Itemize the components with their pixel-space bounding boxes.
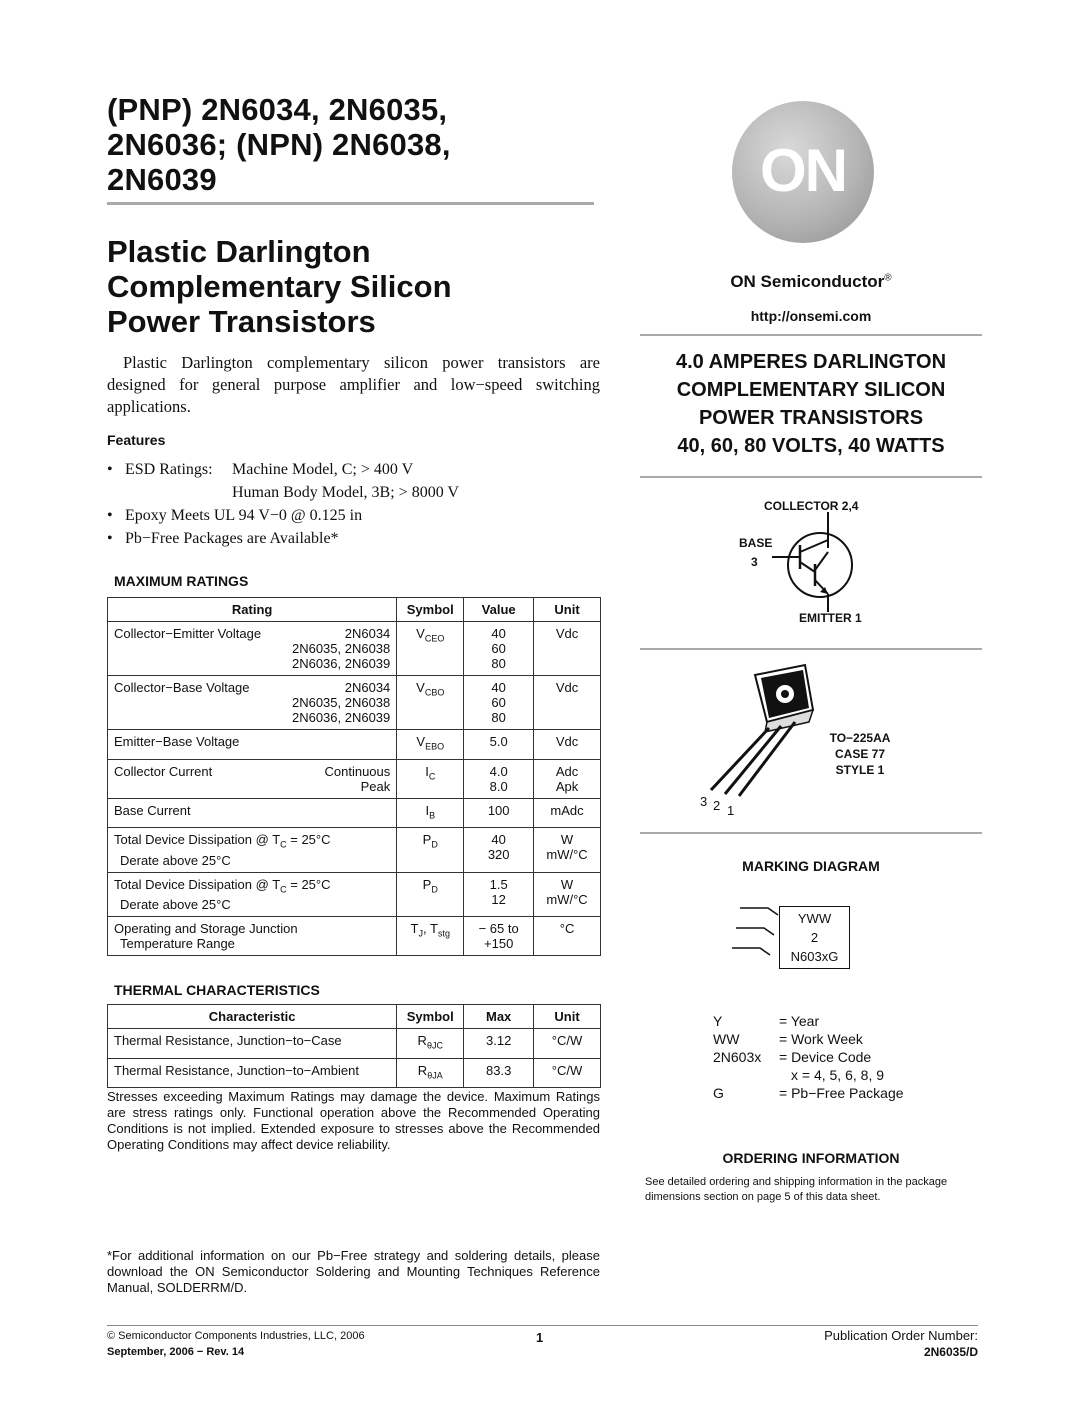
pb-free-footnote: *For additional information on our Pb−Free strategy and soldering details, please download the ON Semiconductor Soldering and Mounting Techniques Reference Manual, SOLDERRM/D.: [107, 1248, 600, 1295]
to225-package-drawing: [695, 660, 830, 800]
title-divider: [107, 202, 594, 205]
table-row: [108, 622, 601, 676]
symbol-cell: [397, 1058, 464, 1088]
title-line-2: 2N6036; (NPN) 2N6038,: [107, 127, 451, 162]
max-cell: 3.12: [464, 1029, 534, 1059]
legend-row: [713, 1066, 904, 1084]
symbol-sub-2: stg: [437, 928, 450, 939]
rating-cell: [108, 828, 397, 873]
symbol-text: P: [422, 832, 432, 848]
value-text: 80: [491, 710, 506, 725]
subtitle-line-2: Complementary Silicon: [107, 269, 452, 304]
symbol-text: T: [410, 921, 419, 937]
max-ratings-table: [107, 597, 601, 956]
table-row: [108, 872, 601, 917]
feature-pb-free-text: Pb−Free Packages are Available*: [125, 530, 339, 547]
title-line-3: 2N6039: [107, 162, 217, 197]
rating-label: Emitter−Base Voltage: [114, 734, 240, 749]
rating-label-2: Derate above 25°C: [120, 852, 231, 868]
features-heading: Features: [107, 432, 166, 448]
max-cell: 83.3: [464, 1058, 534, 1088]
base-pin-label: 3: [751, 555, 758, 569]
value-text: − 65 to: [478, 921, 519, 937]
esd-label: ESD Ratings:: [125, 461, 213, 478]
marking-line-2: 2: [810, 930, 819, 945]
footer-date: September, 2006 − Rev. 14: [107, 1346, 245, 1358]
unit-cell: °C/W: [534, 1058, 601, 1088]
on-logo: [732, 101, 874, 243]
rating-device: 2N6036, 2N6039: [291, 656, 391, 671]
feature-epoxy-text: Epoxy Meets UL 94 V−0 @ 0.125 in: [125, 507, 363, 524]
symbol-sub: CBO: [424, 687, 445, 698]
intro-paragraph: Plastic Darlington complementary silicon power transistors are designed for general purpose amplifier and low−speed switching applications.: [107, 353, 600, 416]
bullet-icon: •: [107, 530, 113, 547]
symbol-sub: θJA: [427, 1070, 443, 1081]
marking-line-1: YWW: [797, 911, 832, 926]
document-subtitle: [107, 234, 607, 339]
value-cell: [464, 828, 534, 873]
feature-pb-free: [107, 527, 607, 550]
col-header-characteristic: Characteristic: [108, 1005, 397, 1029]
unit-cell: W mW/°C: [534, 872, 601, 917]
value-text: 80: [491, 656, 506, 671]
legend-key: [713, 1066, 779, 1084]
footer-copyright: © Semiconductor Components Industries, LLC, 2006: [107, 1330, 365, 1342]
table-row: [108, 917, 601, 956]
table-row: [108, 1029, 601, 1059]
unit-cell: Vdc: [534, 676, 601, 730]
package-case: CASE 77: [834, 747, 886, 761]
package-style: STYLE 1: [835, 763, 885, 777]
table-row: [108, 676, 601, 730]
rating-device: 2N6034: [344, 680, 391, 695]
value-text: +150: [484, 936, 514, 952]
thermal-heading: THERMAL CHARACTERISTICS: [114, 982, 320, 998]
rating-label: Operating and Storage Junction: [114, 921, 298, 937]
rating-cell: [108, 759, 397, 798]
legend-row: [713, 1012, 904, 1030]
symbol-text: V: [416, 680, 425, 695]
marking-legend: [713, 1012, 904, 1102]
footer-divider: [107, 1325, 978, 1326]
col-header-unit: Unit: [534, 1005, 601, 1029]
thermal-table: [107, 1004, 601, 1088]
ordering-text: See detailed ordering and shipping information in the package dimensions section on page 5 of this data sheet.: [645, 1176, 948, 1203]
rating-label: Total Device Dissipation @ T: [114, 832, 281, 848]
table-row: [108, 730, 601, 760]
table-row: [108, 828, 601, 873]
ratings-line-3: POWER TRANSISTORS: [698, 407, 924, 429]
symbol-cell: [397, 1029, 464, 1059]
feature-esd: [107, 458, 607, 504]
pin-3-label: 3: [700, 794, 708, 809]
rating-label-2: Derate above 25°C: [120, 897, 231, 913]
symbol-cell: [397, 622, 464, 676]
ordering-heading: ORDERING INFORMATION: [722, 1150, 900, 1166]
symbol-sub: EBO: [425, 741, 445, 752]
characteristic-cell: Thermal Resistance, Junction−to−Ambient: [108, 1058, 397, 1088]
rating-label: Total Device Dissipation @ T: [114, 876, 281, 892]
title-line-1: (PNP) 2N6034, 2N6035,: [107, 92, 448, 127]
symbol-text: I: [425, 802, 430, 818]
table-header-row: [108, 1005, 601, 1029]
right-divider-3: [640, 648, 982, 650]
legend-key: WW: [713, 1031, 740, 1047]
legend-value: x = 4, 5, 6, 8, 9: [791, 1067, 885, 1083]
unit-cell: mAdc: [534, 798, 601, 828]
bullet-icon: •: [107, 507, 113, 524]
symbol-sub: B: [429, 810, 436, 821]
value-cell: [464, 917, 534, 956]
value-text: 5.0: [489, 734, 508, 749]
value-text: 1.5: [489, 876, 508, 892]
legend-value: = Year: [779, 1013, 820, 1029]
col-header-rating: Rating: [108, 598, 397, 622]
symbol-sub: CEO: [424, 633, 445, 644]
feature-epoxy: [107, 504, 607, 527]
company-url[interactable]: http://onsemi.com: [750, 308, 872, 324]
logo-text: ON: [760, 137, 846, 204]
rating-cell: [108, 798, 397, 828]
value-text: 320: [487, 847, 510, 863]
symbol-sub: D: [431, 884, 438, 895]
package-info: [812, 730, 908, 778]
subtitle-line-3: Power Transistors: [107, 304, 376, 339]
company-text: ON Semiconductor: [730, 272, 885, 291]
ratings-line-2: COMPLEMENTARY SILICON: [676, 379, 946, 401]
col-header-unit: Unit: [534, 598, 601, 622]
unit-cell: °C: [534, 917, 601, 956]
value-text: 60: [491, 641, 506, 656]
symbol-cell: [397, 798, 464, 828]
rating-device: Peak: [360, 778, 391, 794]
legend-key: G: [713, 1085, 724, 1101]
marking-pin-stubs: [730, 903, 780, 973]
symbol-cell: [397, 759, 464, 798]
collector-label: COLLECTOR 2,4: [764, 499, 859, 513]
characteristic-cell: Thermal Resistance, Junction−to−Case: [108, 1029, 397, 1059]
subtitle-line-1: Plastic Darlington: [107, 234, 371, 269]
stress-note: Stresses exceeding Maximum Ratings may damage the device. Maximum Ratings are stress ratings only. Functional operation above the Recommended Operating Conditions is not implied. Extended exposure to stresses above the Recommended Operating Conditions may affect device reliability.: [107, 1089, 600, 1152]
rating-label-tail: = 25°C: [286, 876, 331, 892]
legend-value: = Work Week: [779, 1031, 863, 1047]
right-divider-2: [640, 476, 982, 478]
rating-cell: [108, 872, 397, 917]
table-row: [108, 1058, 601, 1088]
marking-box: [779, 906, 850, 969]
rating-label: Collector−Base Voltage: [114, 680, 250, 695]
legend-value: = Device Code: [779, 1049, 872, 1065]
value-text: 60: [491, 695, 506, 710]
esd-machine-model: Machine Model, C; > 400 V: [232, 461, 414, 478]
symbol-text: R: [417, 1062, 428, 1078]
col-header-symbol: Symbol: [397, 598, 464, 622]
features-list: [107, 458, 607, 550]
ratings-line-1: 4.0 AMPERES DARLINGTON: [675, 351, 947, 373]
page-number: 1: [536, 1330, 544, 1345]
value-text: 8.0: [489, 778, 508, 794]
symbol-text: V: [416, 626, 425, 641]
col-header-symbol: Symbol: [397, 1005, 464, 1029]
symbol-sub: θJC: [426, 1040, 443, 1051]
rating-device: 2N6036, 2N6039: [291, 710, 391, 725]
symbol-cell: [397, 828, 464, 873]
ratings-line-4: 40, 60, 80 VOLTS, 40 WATTS: [677, 435, 945, 457]
rating-cell: [108, 622, 397, 676]
company-name: [640, 272, 982, 292]
symbol-sub: J: [418, 928, 423, 939]
rating-label: Base Current: [114, 802, 191, 818]
legend-row: [713, 1084, 904, 1102]
value-text: 40: [491, 832, 506, 848]
registered-mark: ®: [884, 272, 892, 284]
legend-row: [713, 1048, 904, 1066]
publication-number: 2N6035/D: [923, 1345, 978, 1359]
unit-cell: Vdc: [534, 622, 601, 676]
rating-device: 2N6034: [344, 626, 391, 641]
symbol-cell: [397, 917, 464, 956]
table-header-row: [108, 598, 601, 622]
value-text: 12: [491, 891, 506, 907]
value-text: 4.0: [489, 763, 508, 779]
rating-label: Collector−Emitter Voltage: [114, 626, 262, 641]
darlington-schematic: [760, 512, 870, 612]
marking-line-3: N603xG: [790, 949, 839, 964]
rating-label-sub: C: [280, 884, 287, 895]
rating-label: Collector Current: [114, 763, 213, 779]
symbol-cell: [397, 872, 464, 917]
emitter-label: EMITTER 1: [799, 611, 862, 625]
unit-cell: Vdc: [534, 730, 601, 760]
rating-label-2: Temperature Range: [120, 936, 235, 952]
table-row: [108, 798, 601, 828]
unit-cell: °C/W: [534, 1029, 601, 1059]
package-type: TO−225AA: [829, 731, 891, 745]
col-header-value: Value: [464, 598, 534, 622]
value-cell: [464, 730, 534, 760]
symbol-text-2: , T: [423, 921, 438, 937]
value-cell: [464, 798, 534, 828]
ratings-summary: [640, 348, 982, 460]
symbol-sub: C: [428, 771, 436, 782]
right-divider-1: [640, 334, 982, 336]
symbol-text: V: [416, 734, 426, 749]
rating-label-sub: C: [280, 839, 287, 850]
value-cell: [464, 759, 534, 798]
value-cell: [464, 676, 534, 730]
rating-device: 2N6035, 2N6038: [291, 695, 391, 710]
rating-cell: [108, 917, 397, 956]
base-label: BASE: [739, 536, 773, 550]
pin-2-label: 2: [713, 798, 721, 813]
symbol-text: R: [417, 1033, 427, 1048]
legend-value: = Pb−Free Package: [779, 1085, 904, 1101]
value-text: 40: [491, 680, 506, 695]
symbol-cell: [397, 676, 464, 730]
rating-device: 2N6035, 2N6038: [291, 641, 391, 656]
rating-cell: [108, 730, 397, 760]
value-cell: [464, 872, 534, 917]
symbol-text: P: [422, 876, 432, 892]
marking-diagram-heading: MARKING DIAGRAM: [742, 858, 880, 874]
value-cell: [464, 622, 534, 676]
legend-row: [713, 1030, 904, 1048]
symbol-cell: [397, 730, 464, 760]
esd-human-body-model: Human Body Model, 3B; > 8000 V: [232, 484, 459, 501]
unit-cell: Adc Apk: [534, 759, 601, 798]
rating-cell: [108, 676, 397, 730]
value-text: 40: [491, 626, 506, 641]
rating-label-tail: = 25°C: [286, 832, 331, 848]
max-ratings-heading: MAXIMUM RATINGS: [114, 573, 249, 589]
table-row: [108, 759, 601, 798]
legend-key: Y: [713, 1013, 723, 1029]
pin-1-label: 1: [727, 803, 735, 818]
legend-key: 2N603x: [713, 1049, 762, 1065]
publication-label: Publication Order Number:: [824, 1328, 978, 1343]
document-title: [107, 92, 607, 197]
unit-cell: W mW/°C: [534, 828, 601, 873]
col-header-max: Max: [464, 1005, 534, 1029]
right-divider-4: [640, 832, 982, 834]
value-text: 100: [487, 802, 510, 818]
bullet-icon: •: [107, 461, 113, 478]
symbol-text: I: [425, 763, 429, 779]
rating-device: Continuous: [324, 763, 391, 779]
symbol-sub: D: [431, 839, 438, 850]
